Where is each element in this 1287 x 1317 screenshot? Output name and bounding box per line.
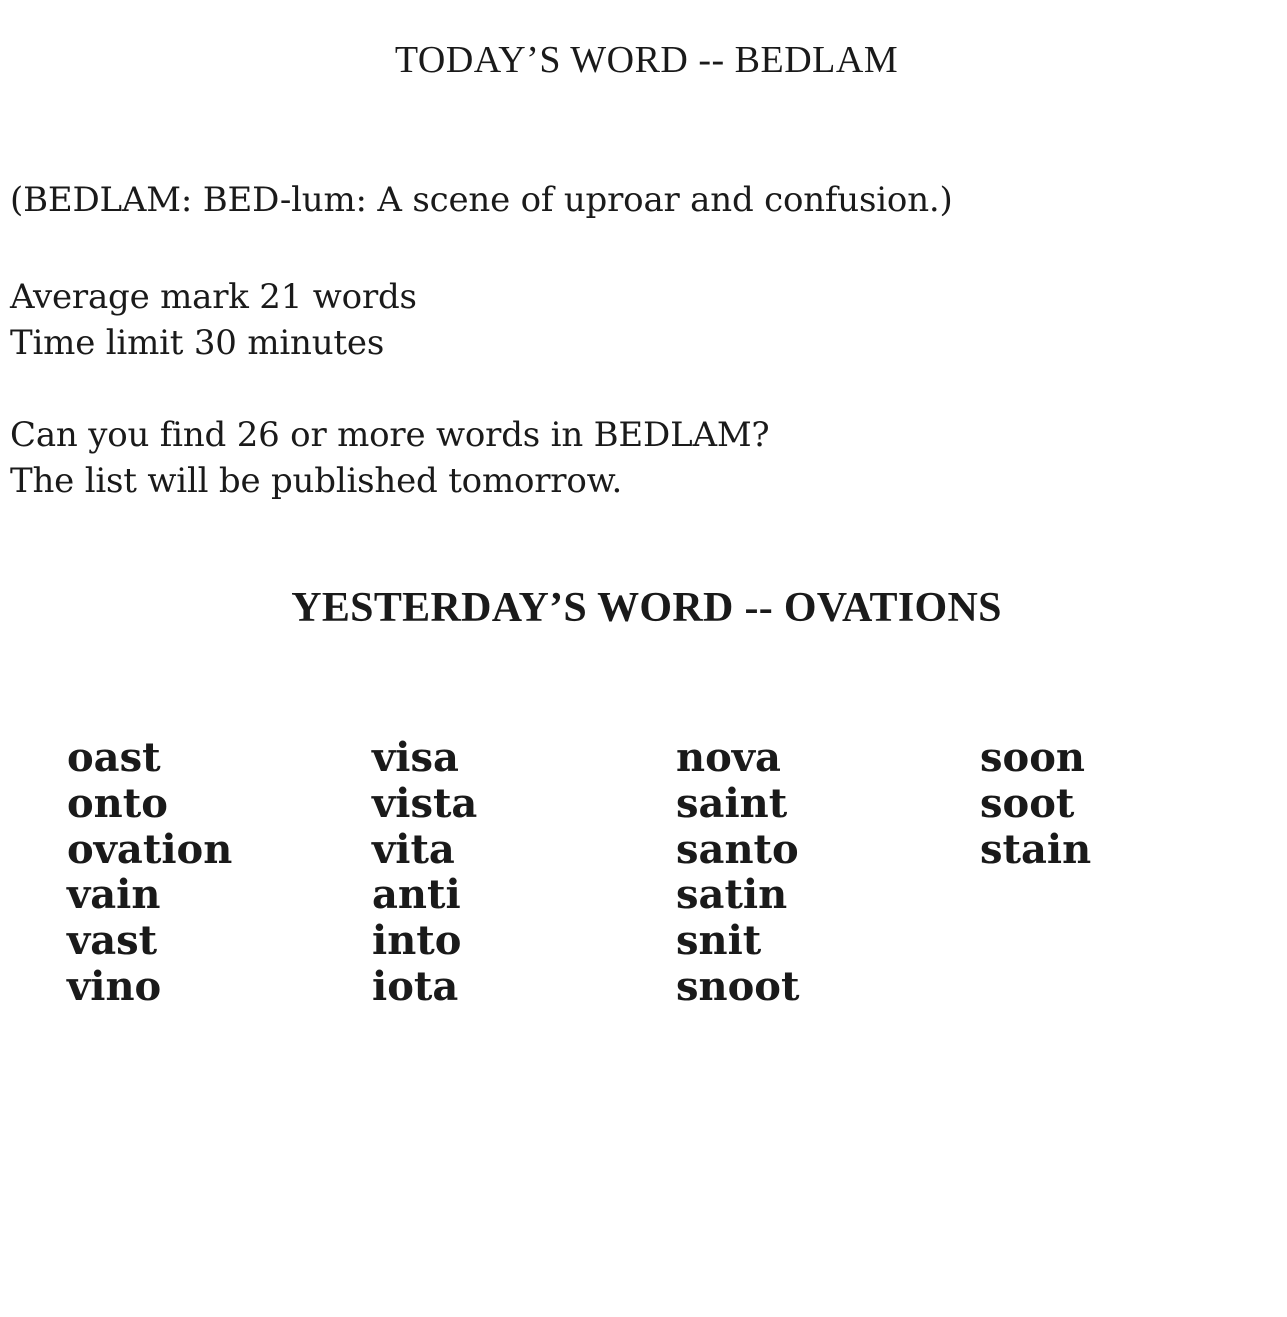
answer-word: vast bbox=[67, 917, 158, 965]
puzzle-stats bbox=[10, 274, 417, 366]
yesterdays-word-title: YESTERDAY’S WORD -- OVATIONS bbox=[291, 585, 1002, 631]
challenge-question: Can you find 26 or more words in BEDLAM? bbox=[10, 415, 770, 455]
answer-word: onto bbox=[67, 779, 168, 827]
answer-word-list bbox=[67, 735, 1267, 1035]
answer-word: snoot bbox=[676, 962, 800, 1010]
todays-word-title: TODAY’S WORD -- BEDLAM bbox=[394, 39, 899, 81]
answer-word: ovation bbox=[67, 825, 233, 873]
challenge-text bbox=[10, 412, 769, 504]
answer-word: snit bbox=[676, 917, 762, 965]
answer-word: vista bbox=[372, 779, 478, 827]
answer-word: satin bbox=[676, 871, 788, 919]
average-mark: Average mark 21 words bbox=[10, 277, 417, 317]
answer-word: saint bbox=[676, 779, 788, 827]
word-column-1 bbox=[67, 735, 232, 1010]
answer-word: oast bbox=[67, 734, 161, 781]
answer-word: nova bbox=[676, 734, 781, 781]
word-column-4 bbox=[980, 735, 1091, 872]
publish-note: The list will be published tomorrow. bbox=[10, 461, 623, 501]
answer-word: stain bbox=[980, 825, 1092, 873]
answer-word: anti bbox=[372, 871, 461, 919]
answer-word: into bbox=[372, 917, 462, 965]
time-limit: Time limit 30 minutes bbox=[10, 323, 385, 363]
answer-word: vain bbox=[67, 871, 161, 919]
answer-word: santo bbox=[676, 825, 799, 873]
word-column-3 bbox=[676, 735, 799, 1010]
answer-word: vino bbox=[67, 962, 162, 1010]
word-definition: (BEDLAM: BED-lum: A scene of uproar and confusion.) bbox=[10, 180, 953, 220]
answer-word: soon bbox=[980, 734, 1085, 781]
word-column-2 bbox=[372, 735, 477, 1010]
answer-word: iota bbox=[372, 962, 459, 1010]
answer-word: vita bbox=[372, 825, 455, 873]
answer-word: visa bbox=[372, 734, 459, 781]
answer-word: soot bbox=[980, 779, 1075, 827]
